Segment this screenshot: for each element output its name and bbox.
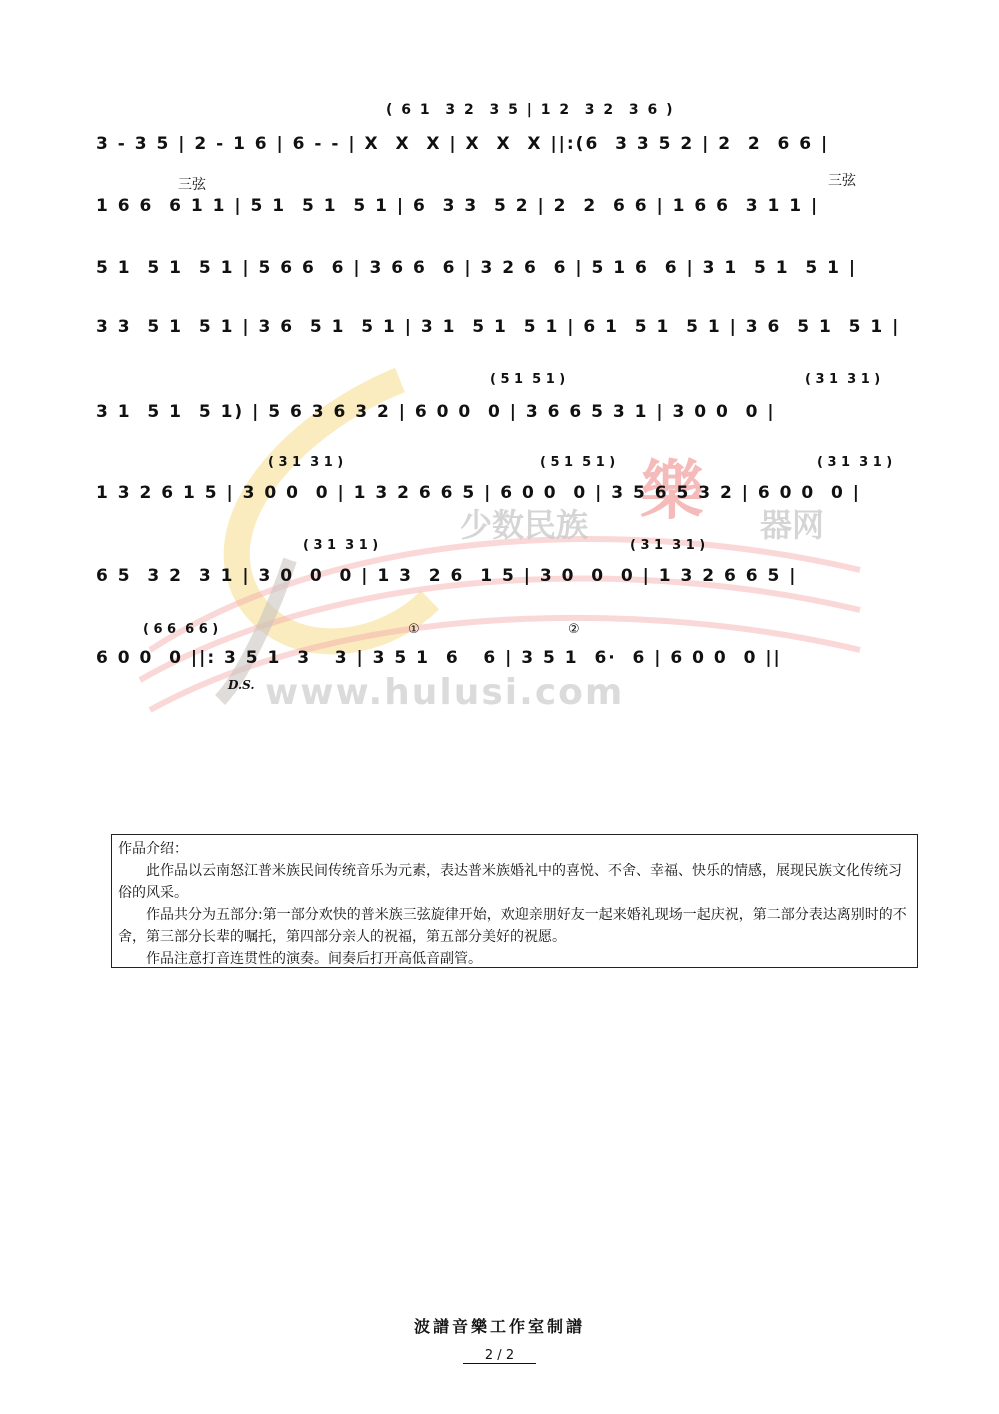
notation-row-text: 1 6 6 6 1 1 | 5 1 5 1 5 1 | 6 3 3 5 2 | 2 2 6 6 | 1 6 6 3 1 1 | [96, 196, 820, 216]
notation-row-text: 6 5 3 2 3 1 | 3 0 0 0 | 1 3 2 6 1 5 | 3 0 0 0 | 1 3 2 6 6 5 | [96, 566, 798, 586]
watermark-url: www.hulusi.com [265, 672, 625, 713]
intro-bracket-group: ( 6 1 3 2 3 5 | 1 2 3 2 3 6 ) [386, 102, 675, 118]
studio-credit: 波譜音樂工作室制譜 [413, 1317, 585, 1336]
ds-mark: D.S. [228, 678, 255, 692]
page-number [0, 1348, 999, 1363]
intro-paragraph-3: 作品注意打音连贯性的演奏。间奏后打开高低音副管。 [146, 951, 482, 967]
notation-row [96, 473, 908, 513]
grace-group: ( 3 1 3 1 ) [805, 372, 881, 387]
notation-row [96, 248, 908, 288]
notation-row-text: 5 1 5 1 5 1 | 5 6 6 6 | 3 6 6 6 | 3 2 6 6 | 5 1 6 6 | 3 1 5 1 5 1 | [96, 258, 858, 278]
intro-paragraph-2: 作品共分为五部分:第一部分欢快的普米族三弦旋律开始，欢迎亲朋好友一起来婚礼现场一起庆祝，第二部分表达离别时的不舍，第三部分长辈的嘱托，第四部分亲人的祝福，第五部分美好的祝愿。 [118, 907, 907, 945]
notation-row-text: 1 3 2 6 1 5 | 3 0 0 0 | 1 3 2 6 6 5 | 6 0 0 0 | 3 5 6 5 3 2 | 6 0 0 0 | [96, 483, 862, 503]
page-number-text: 2 / 2 [463, 1348, 536, 1364]
grace-group: ( 3 1 3 1 ) [630, 538, 706, 553]
watermark-site-name: 少数民族 [460, 506, 589, 544]
sanxian-label-1: 三弦 [178, 177, 206, 193]
notation-row-text: 6 0 0 0 ||: 3 5 1 3 3 | 3 5 1 6 6 | 3 5 1 6· 6 | 6 0 0 0 || [96, 648, 782, 668]
notation-row [96, 186, 908, 226]
notation-row-text: 3 1 5 1 5 1) | 5 6 3 6 3 2 | 6 0 0 0 | 3 6 6 5 3 1 | 3 0 0 0 | [96, 402, 776, 422]
notation-row [96, 556, 908, 596]
intro-paragraph-1: 此作品以云南怒江普米族民间传统音乐为元素，表达普米族婚礼中的喜悦、不舍、幸福、快乐的情感，展现民族文化传统习俗的风采。 [118, 863, 902, 901]
sanxian-label-2: 三弦 [828, 173, 856, 189]
grace-group: ( 3 1 3 1 ) [817, 455, 893, 470]
grace-group: ( 5 1 5 1 ) [490, 372, 566, 387]
notation-row-text: 3 3 5 1 5 1 | 3 6 5 1 5 1 | 3 1 5 1 5 1 | 6 1 5 1 5 1 | 3 6 5 1 5 1 | [96, 317, 901, 337]
intro-box [111, 834, 918, 968]
grace-group: ( 3 1 3 1 ) [303, 538, 379, 553]
watermark-qiwang: 器网 [760, 506, 825, 544]
circle-mark-1: ① [408, 622, 420, 637]
notation-row [96, 124, 908, 164]
grace-group: ( 6 6 6 6 ) [143, 622, 219, 637]
grace-group: ( 3 1 3 1 ) [268, 455, 344, 470]
notation-row-text: 3 - 3 5 | 2 - 1 6 | 6 - - | X X X | X X X ||:(6 3 3 5 2 | 2 2 6 6 | [96, 134, 830, 154]
circle-mark-2: ② [568, 622, 580, 637]
notation-row [96, 392, 908, 432]
watermark-yue-char: 樂 [640, 455, 704, 529]
intro-title: 作品介绍： [118, 841, 188, 857]
notation-row [96, 638, 908, 678]
notation-row [96, 307, 908, 347]
grace-group: ( 5 1 5 1 ) [540, 455, 616, 470]
